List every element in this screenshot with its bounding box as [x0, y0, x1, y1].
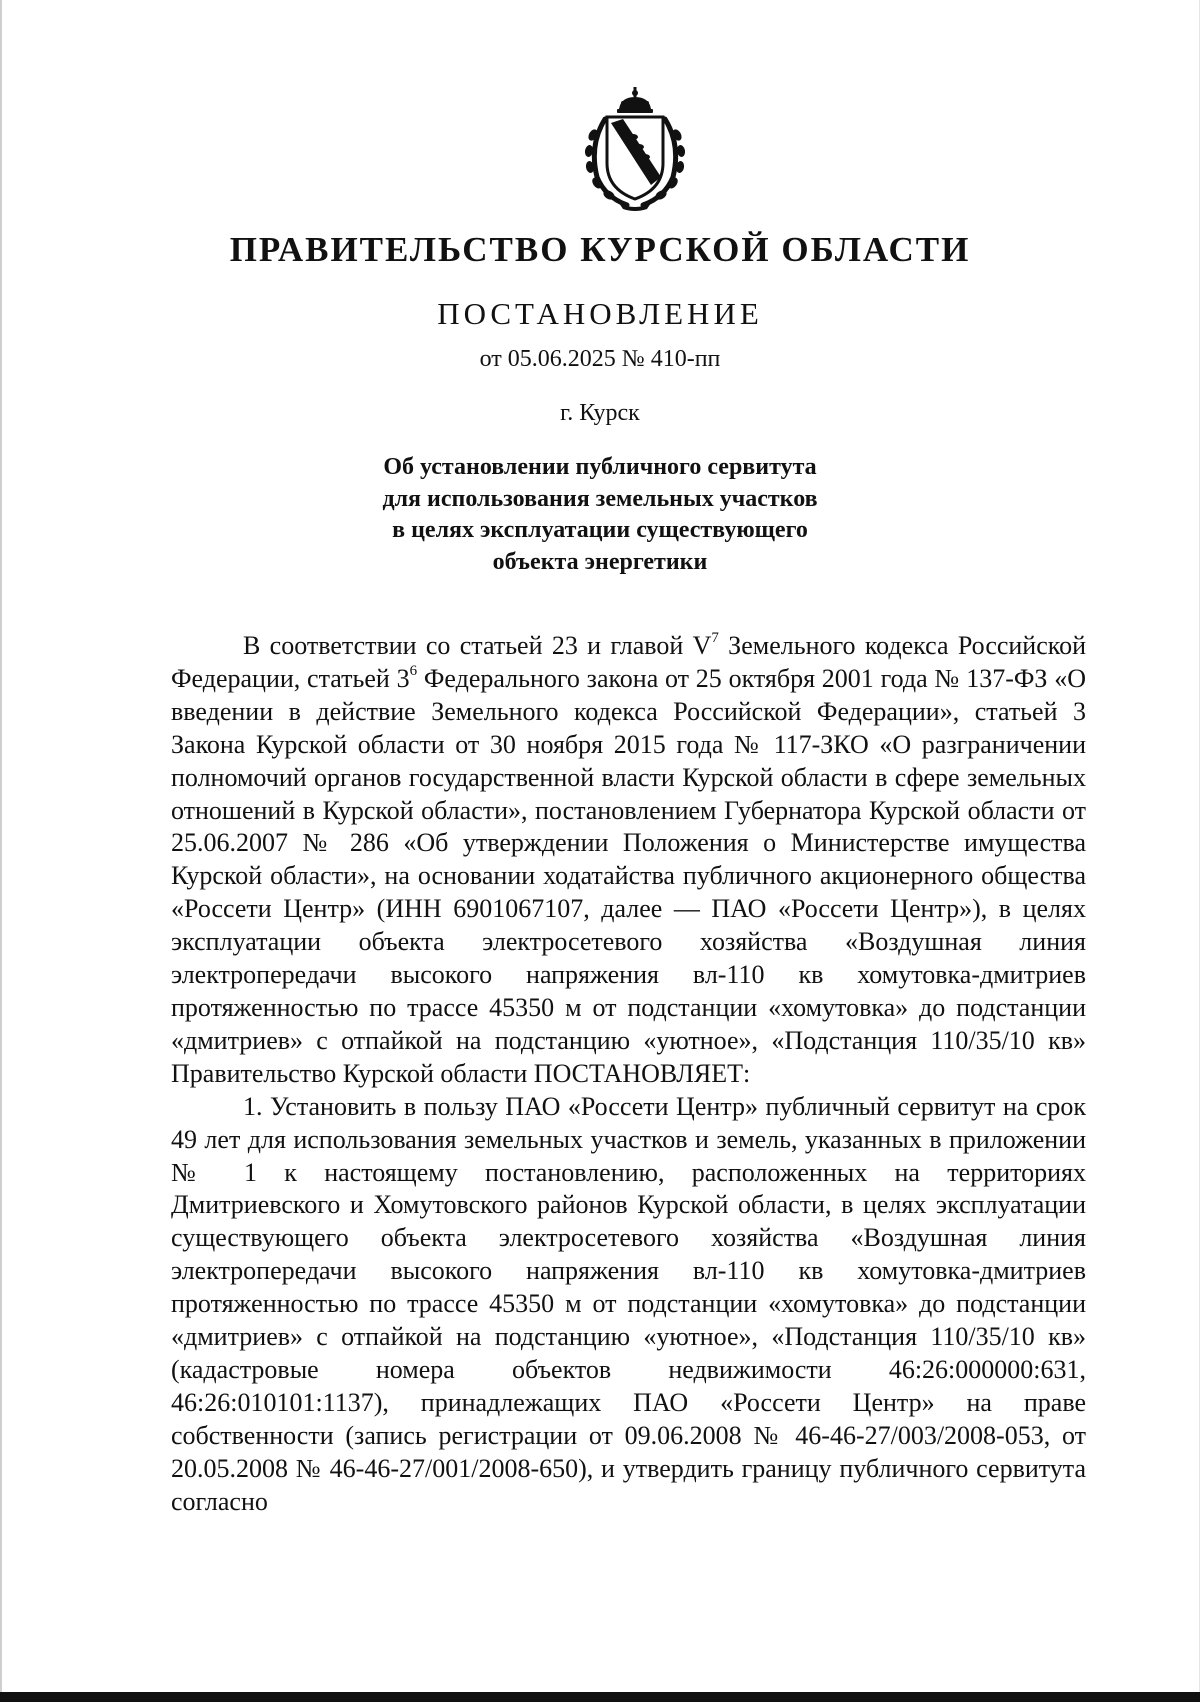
- organization-title: ПРАВИТЕЛЬСТВО КУРСКОЙ ОБЛАСТИ: [229, 230, 971, 269]
- superscript-7: 7: [711, 630, 719, 646]
- preamble-text-part: Федерального закона от 25 октября 2001 года № 137-ФЗ «О введении в действие Земельного кодекса Российской Федерации», статьей 3 Закона Курской области от 30 ноября 2015 года № 117-ЗКО «О разграничении полномочий органов государственной власти Курской области в сфере земельных отношений в Курской области», постановлением Губернатора Курской области от 25.06.2007 № 286 «Об утверждении Положения о Министерстве имущества Курской области», на основании ходатайства публичного акционерного общества «Россети Центр» (ИНН 6901067107, далее — ПАО «Россети Центр»), в целях эксплуатации объекта электросетевого хозяйства «Воздушная линия электропередачи высокого напряжения вл-110 кв хомутовка-дмитриев протяженностью по трассе 45350 м от подстанции «хомутовка» до подстанции «дмитриев» с отпайкой на подстанцию «уютное», «Подстанция 110/35/10 кв» Правительство Курской области ПОСТАНОВЛЯЕТ:: [171, 663, 1086, 1088]
- superscript-6: 6: [409, 662, 418, 679]
- document-type: ПОСТАНОВЛЕНИЕ: [437, 296, 763, 331]
- preamble-text-part: В соответствии со статьей 23 и главой V: [243, 631, 712, 660]
- preamble-paragraph: [171, 630, 1086, 1091]
- preamble-text-part: Земельного кодекса Российской Федерации, статьей 3: [171, 631, 1086, 693]
- subject-line: объекта энергетики: [492, 548, 708, 575]
- document-city: г. Курск: [560, 400, 640, 426]
- document-date-number: от 05.06.2025 № 410-пп: [479, 346, 721, 372]
- subject-line: Об установлении публичного сервитута: [383, 454, 817, 480]
- scan-bottom-edge: [0, 1692, 1200, 1702]
- subject-line: для использования земельных участков: [382, 485, 818, 512]
- document-subject: [0, 452, 1200, 578]
- clause-1-paragraph: 1. Установить в пользу ПАО «Россети Центр» публичный сервитут на срок 49 лет для использования земельных участков и земель, указанных в приложении № 1 к настоящему постановлению, расположенных на территориях Дмитриевского и Хомутовского районов Курской области, в целях эксплуатации существующего объекта электросетевого хозяйства «Воздушная линия электропередачи высокого напряжения вл-110 кв хомутовка-дмитриев протяженностью по трассе 45350 м от подстанции «хомутовка» до подстанции «дмитриев» с отпайкой на подстанцию «уютное», «Подстанция 110/35/10 кв» (кадастровые номера объектов недвижимости 46:26:000000:631, 46:26:010101:1137), принадлежащих ПАО «Россети Центр» на праве собственности (запись регистрации от 09.06.2008 № 46-46-27/003/2008-053, от 20.05.2008 № 46-46-27/001/2008-650), и утвердить границу публичного сервитута согласно: [171, 1091, 1086, 1516]
- kursk-coat-of-arms-icon: [575, 85, 695, 213]
- document-body: [171, 630, 1086, 1518]
- subject-line: в целях эксплуатации существующего: [392, 517, 808, 543]
